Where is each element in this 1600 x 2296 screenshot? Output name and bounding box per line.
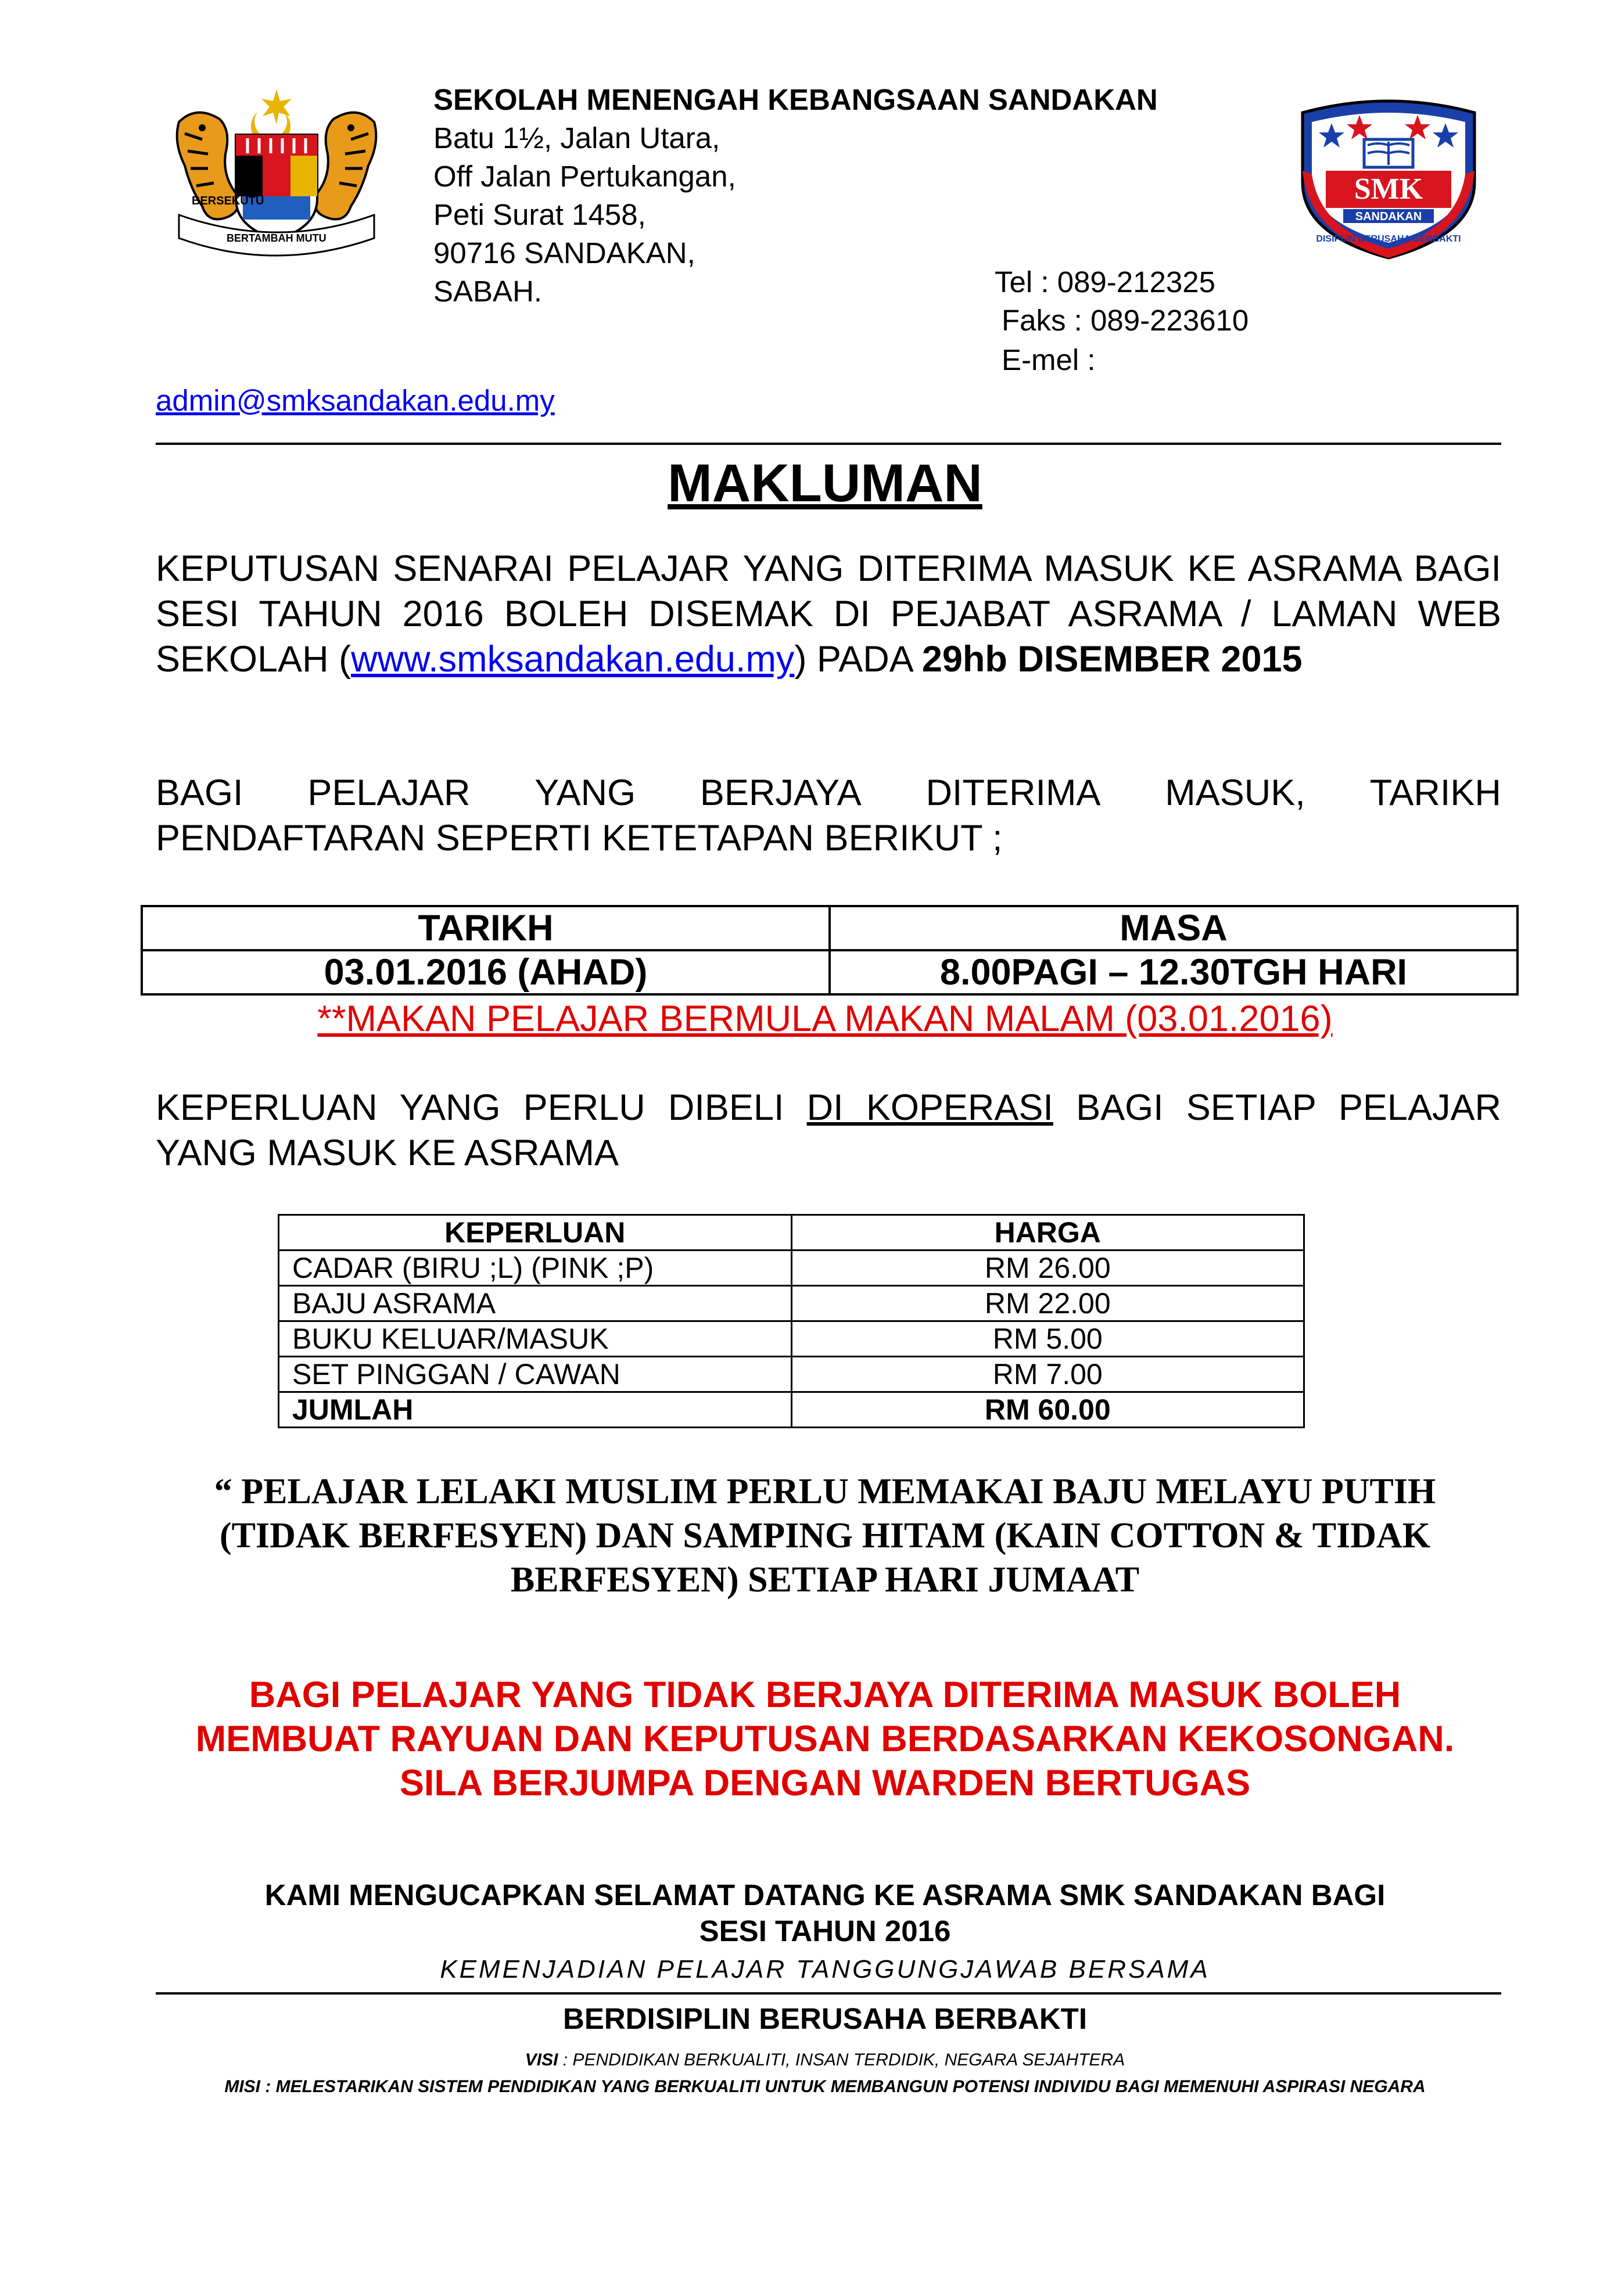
word: BAGI: [156, 772, 243, 813]
email-link[interactable]: admin@smksandakan.edu.my: [156, 384, 555, 417]
intro-text: KEPUTUSAN SENARAI PELAJAR YANG DITERIMA MASUK KE ASRAMA BAGI SESI TAHUN 2016 BOLEH DISEMAK DI PEJABAT ASRAMA / LAMAN WEB SEKOLAH (: [156, 548, 1501, 680]
registration-line-1: [156, 770, 1501, 815]
registration-table: [141, 905, 1519, 996]
table-header-row: [142, 906, 1518, 950]
misi-text: : MELESTARIKAN SISTEM PENDIDIKAN YANG BERKUALITI UNTUK MEMBANGUN POTENSI INDIVIDU BAGI MEMENUHI ASPIRASI NEGARA: [260, 2077, 1426, 2096]
dress-notice-line: (TIDAK BERFESYEN) DAN SAMPING HITAM (KAIN COTTON & TIDAK: [219, 1516, 1431, 1555]
crest-motto-bottom: BERTAMBAH MUTU: [227, 232, 327, 244]
item: CADAR (BIRU ;L) (PINK ;P): [279, 1251, 792, 1286]
table-row: [279, 1286, 1304, 1321]
address-line-4: 90716 SANDAKAN,: [433, 236, 695, 270]
total-label: JUMLAH: [279, 1392, 792, 1428]
visi-label: VISI: [525, 2050, 558, 2069]
table-row: [279, 1321, 1304, 1357]
requirements-underlined: DI KOPERASI: [806, 1087, 1053, 1128]
header-tarikh: TARIKH: [142, 906, 830, 950]
intro-paragraph: [156, 546, 1501, 682]
item: BUKU KELUAR/MASUK: [279, 1321, 792, 1357]
word: MASUK,: [1165, 772, 1305, 813]
word: BERJAYA: [699, 772, 862, 813]
visi-line: [0, 2050, 1600, 2070]
price-table: [278, 1214, 1305, 1428]
header-masa: MASA: [830, 906, 1518, 950]
word: YANG: [534, 772, 636, 813]
header-harga: HARGA: [791, 1215, 1304, 1251]
telephone: Tel : 089-212325: [995, 265, 1215, 299]
appeal-notice: [0, 1673, 1600, 1805]
item: SET PINGGAN / CAWAN: [279, 1357, 792, 1392]
intro-text-after: ) PADA: [794, 639, 922, 680]
page-title: MAKLUMAN: [668, 454, 982, 513]
welcome-message: [0, 1877, 1600, 1949]
meal-note: **MAKAN PELAJAR BERMULA MAKAN MALAM (03.01.2016): [317, 998, 1333, 1039]
appeal-notice-line: SILA BERJUMPA DENGAN WARDEN BERTUGAS: [399, 1763, 1251, 1803]
price: RM 26.00: [791, 1251, 1304, 1286]
registration-paragraph: [156, 770, 1501, 861]
registration-line-2: PENDAFTARAN SEPERTI KETETAPAN BERIKUT ;: [156, 818, 1003, 858]
item: BAJU ASRAMA: [279, 1286, 792, 1321]
motto: BERDISIPLIN BERUSAHA BERBAKTI: [563, 2002, 1087, 2035]
footer-divider: [156, 1992, 1501, 1995]
table-row: [279, 1251, 1304, 1286]
school-logo-sub: SANDAKAN: [1355, 210, 1422, 223]
total-row: [279, 1392, 1304, 1428]
header-keperluan: KEPERLUAN: [279, 1215, 792, 1251]
table-row: [142, 950, 1518, 994]
school-logo-motto: DISIPLIN BERUSAHA BERBAKTI: [1316, 234, 1461, 244]
address-line-5: SABAH.: [433, 275, 543, 308]
header-divider: [156, 443, 1501, 445]
school-logo-text: SMK: [1354, 173, 1423, 206]
registration-time: 8.00PAGI – 12.30TGH HARI: [830, 950, 1518, 994]
school-logo: [1291, 89, 1486, 264]
total-value: RM 60.00: [791, 1392, 1304, 1428]
misi-line: [0, 2077, 1600, 2097]
result-date: 29hb DISEMBER 2015: [921, 639, 1303, 680]
price: RM 5.00: [791, 1321, 1304, 1357]
requirements-text-after: BAGI SETIAP PELAJAR YANG MASUK KE ASRAMA: [156, 1087, 1501, 1173]
dress-notice: [0, 1469, 1600, 1602]
misi-label: MISI: [224, 2077, 261, 2096]
school-name: SEKOLAH MENENGAH KEBANGSAAN SANDAKAN: [433, 83, 1158, 116]
appeal-notice-line: BAGI PELAJAR YANG TIDAK BERJAYA DITERIMA MASUK BOLEH: [249, 1675, 1401, 1715]
price: RM 22.00: [791, 1286, 1304, 1321]
word: PELAJAR: [307, 772, 471, 813]
website-link[interactable]: www.smksandakan.edu.my: [351, 639, 795, 680]
address-line-3: Peti Surat 1458,: [433, 198, 646, 231]
table-header-row: [279, 1215, 1304, 1251]
word: TARIKH: [1369, 772, 1501, 813]
email-label: E-mel :: [1002, 343, 1096, 376]
word: DITERIMA: [925, 772, 1101, 813]
crest-motto-left: BERSEKUTU: [192, 195, 264, 207]
slogan: KEMENJADIAN PELAJAR TANGGUNGJAWAB BERSAMA: [440, 1955, 1210, 1984]
requirements-text: KEPERLUAN YANG PERLU DIBELI: [156, 1087, 807, 1128]
dress-notice-line: “ PELAJAR LELAKI MUSLIM PERLU MEMAKAI BAJU MELAYU PUTIH: [214, 1472, 1436, 1511]
appeal-notice-line: MEMBUAT RAYUAN DAN KEPUTUSAN BERDASARKAN KEKOSONGAN.: [195, 1719, 1455, 1759]
dress-notice-line: BERFESYEN) SETIAP HARI JUMAAT: [510, 1560, 1140, 1600]
requirements-paragraph: [156, 1085, 1501, 1176]
address-line-2: Off Jalan Pertukangan,: [433, 160, 736, 193]
welcome-line: SESI TAHUN 2016: [699, 1914, 951, 1948]
coat-of-arms-logo: [156, 81, 397, 273]
welcome-line: KAMI MENGUCAPKAN SELAMAT DATANG KE ASRAMA SMK SANDAKAN BAGI: [264, 1878, 1386, 1911]
price: RM 7.00: [791, 1357, 1304, 1392]
registration-date: 03.01.2016 (AHAD): [142, 950, 830, 994]
fax: Faks : 089-223610: [1002, 304, 1249, 337]
table-row: [279, 1357, 1304, 1392]
visi-text: : PENDIDIKAN BERKUALITI, INSAN TERDIDIK, NEGARA SEJAHTERA: [558, 2050, 1125, 2069]
address-line-1: Batu 1½, Jalan Utara,: [433, 121, 720, 154]
